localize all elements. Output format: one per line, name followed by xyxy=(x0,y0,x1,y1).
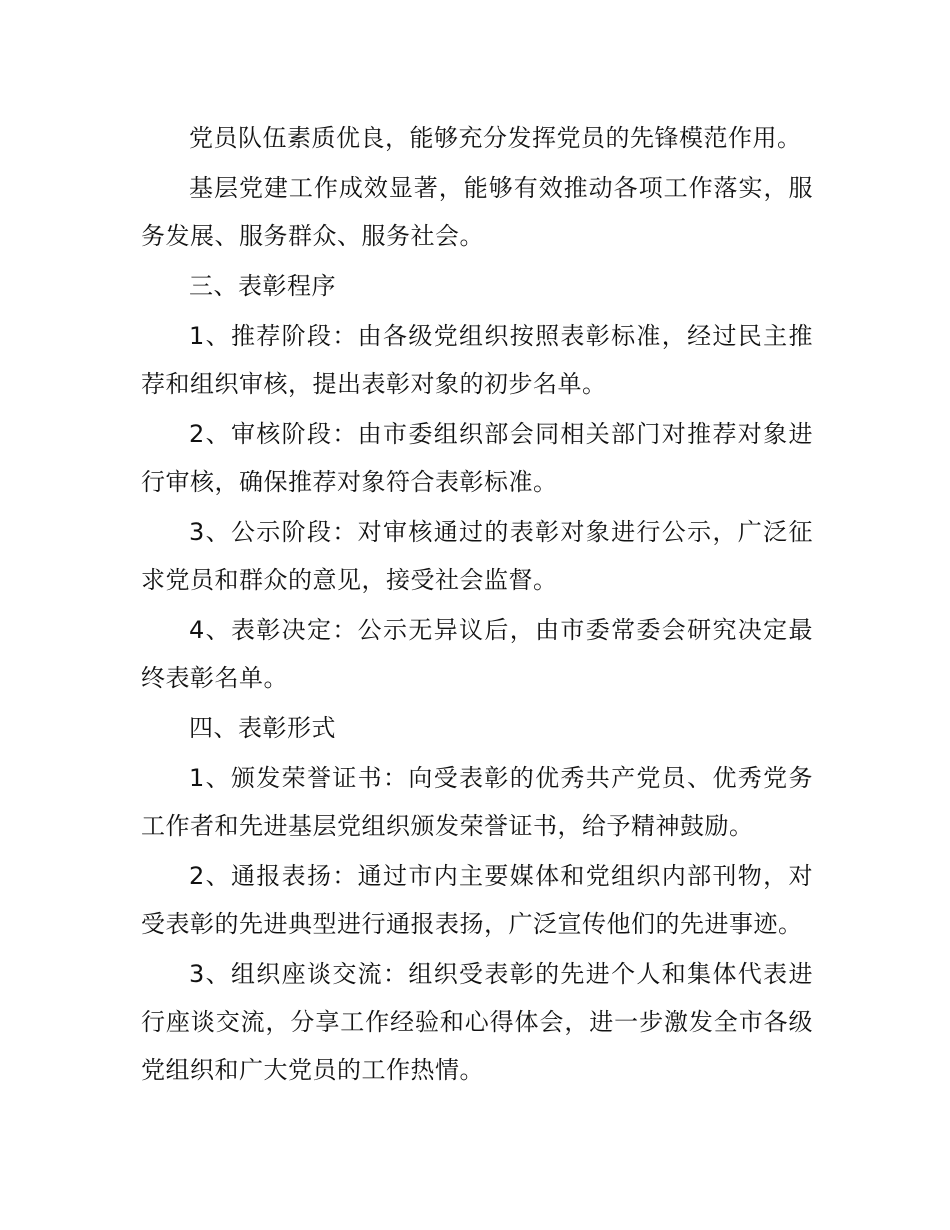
paragraph-grassroots-effect: 基层党建工作成效显著，能够有效推动各项工作落实，服务发展、服务群众、服务社会。 xyxy=(141,174,813,250)
paragraph-publicity-stage: 3、公示阶段：对审核通过的表彰对象进行公示，广泛征求党员和群众的意见，接受社会监督。 xyxy=(141,518,813,594)
document-body xyxy=(141,114,813,1094)
paragraph-review-stage: 2、审核阶段：由市委组织部会同相关部门对推荐对象进行审核，确保推荐对象符合表彰标准。 xyxy=(141,420,813,496)
paragraph-honor-certificate: 1、颁发荣誉证书：向受表彰的优秀共产党员、优秀党务工作者和先进基层党组织颁发荣誉证书，给予精神鼓励。 xyxy=(141,764,813,840)
paragraph-recommendation-stage: 1、推荐阶段：由各级党组织按照表彰标准，经过民主推荐和组织审核，提出表彰对象的初步名单。 xyxy=(141,322,813,398)
paragraph-commendation-decision: 4、表彰决定：公示无异议后，由市委常委会研究决定最终表彰名单。 xyxy=(141,616,813,692)
paragraph-public-praise: 2、通报表扬：通过市内主要媒体和党组织内部刊物，对受表彰的先进典型进行通报表扬，广泛宣传他们的先进事迹。 xyxy=(141,862,813,938)
paragraph-symposium-exchange: 3、组织座谈交流：组织受表彰的先进个人和集体代表进行座谈交流，分享工作经验和心得体会，进一步激发全市各级党组织和广大党员的工作热情。 xyxy=(141,960,813,1084)
paragraph-party-members: 党员队伍素质优良，能够充分发挥党员的先锋模范作用。 xyxy=(189,124,802,152)
section-heading-forms: 四、表彰形式 xyxy=(189,714,336,742)
section-heading-procedure: 三、表彰程序 xyxy=(189,272,336,300)
